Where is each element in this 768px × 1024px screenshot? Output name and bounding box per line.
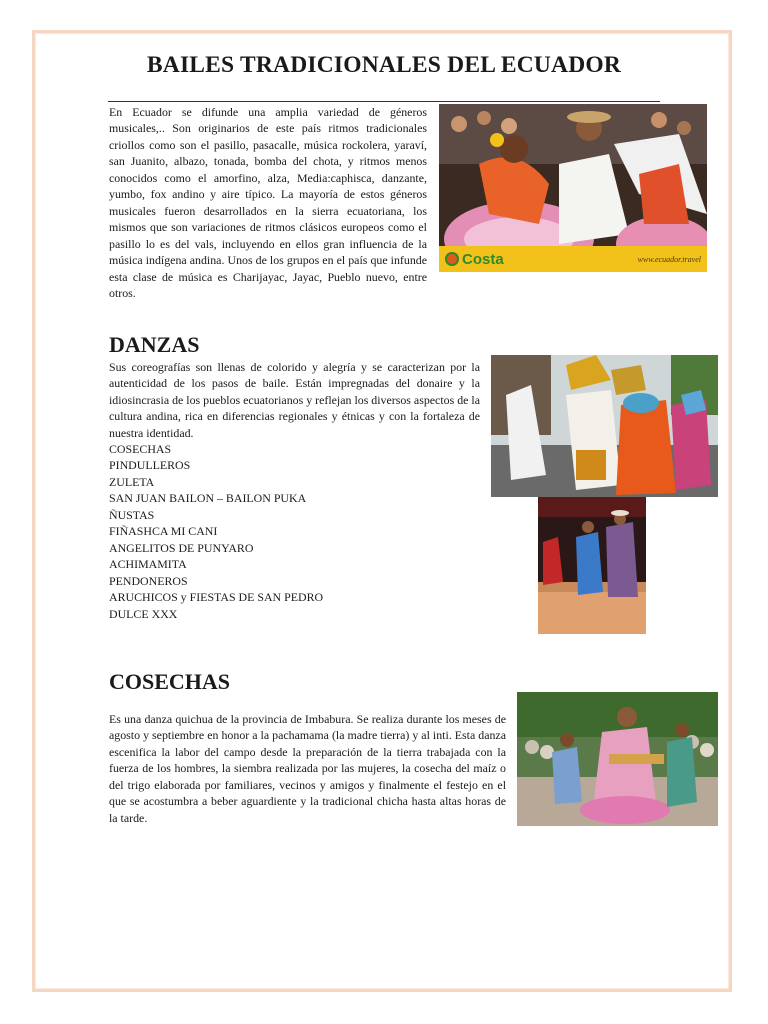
costa-banner: [439, 246, 707, 272]
costa-logo: [445, 251, 504, 268]
list-item: DULCE XXX: [109, 606, 178, 621]
list-item: PENDONEROS: [109, 573, 188, 588]
list-item: FIÑASHCA MI CANI: [109, 524, 218, 539]
list-item: ARUCHICOS y FIESTAS DE SAN PEDRO: [109, 590, 324, 605]
list-item: ACHIMAMITA: [109, 557, 187, 572]
list-item: COSECHAS: [109, 442, 172, 456]
list-item: PINDULLEROS: [109, 458, 191, 473]
costa-logo-text: Costa: [462, 250, 504, 268]
costa-url: www.ecuador.travel: [637, 254, 701, 264]
list-item: ANGELITOS DE PUNYARO: [109, 540, 254, 555]
cosechas-paragraph: Es una danza quichua de la provincia de Imbabura. Se realiza durante los meses de agosto y septiembre en honor a la pachamama (la madre tierra) y al inti. Esta danza escenifica la labor del campo desde la preparación de la tierra trabajada con la fuerza de los hombres, la siembra realizada por las mujeres, la cosecha del maíz o del trigo elaborada por familiares, vecinos y amigos y finalmente el festejo en el que se acostumbra a beber aguardiente y la tradicional chicha hasta altas horas de la tarde.: [109, 712, 506, 825]
costa-dancers-photo: [439, 104, 707, 272]
list-item: ÑUSTAS: [109, 507, 155, 522]
cosechas-dancers-photo: [517, 692, 718, 826]
danzas-heading: DANZAS: [109, 332, 200, 357]
list-item: SAN JUAN BAILON – BAILON PUKA: [109, 491, 307, 506]
title-underline: [108, 101, 660, 102]
cosechas-heading: COSECHAS: [109, 669, 231, 694]
danzas-paragraph: Sus coreografías son llenas de colorido y alegría y se caracterizan por la autenticidad de los pasos de baile. Están impregnadas del donaire y la idiosincrasia de los pueblos ecuatorianos y reflejan los diversos aspectos de la cultura andina, rica en diferencias regionales y étnicas y con la fortaleza de nuestra identidad.: [109, 360, 480, 440]
stage-dancers-photo: [538, 497, 646, 634]
danzas-list: [109, 441, 323, 622]
parade-dancers-photo: [491, 355, 718, 497]
intro-paragraph: En Ecuador se difunde una amplia variedad de géneros musicales,.. Son originarios de este país ritmos tradicionales criollos como son el pasillo, pasacalle, música rockolera, yaraví, san Juanito, albazo, tonada, bomba del chota, y ritmos menos conocidos como el amorfino, alza, Media:caphisca, danzante, yumbo, fox andino y aire típico. La mayoría de estos géneros musicales fueron desarrollados en la sierra ecuatoriana, los mismos que son variaciones de ritmos clásicos europeos como el pasillo lo es del vals, incluyendo en ellos gran influencia de la música indígena andina. Unos de los grupos en el país que infunde esta clase de música es Charijayac, Jayac, Pueblo nuevo, entre otros.: [109, 105, 427, 300]
document-title: BAILES TRADICIONALES DEL ECUADOR: [146, 52, 622, 78]
sun-logo-icon: [445, 252, 459, 266]
list-item: ZULETA: [109, 474, 155, 489]
